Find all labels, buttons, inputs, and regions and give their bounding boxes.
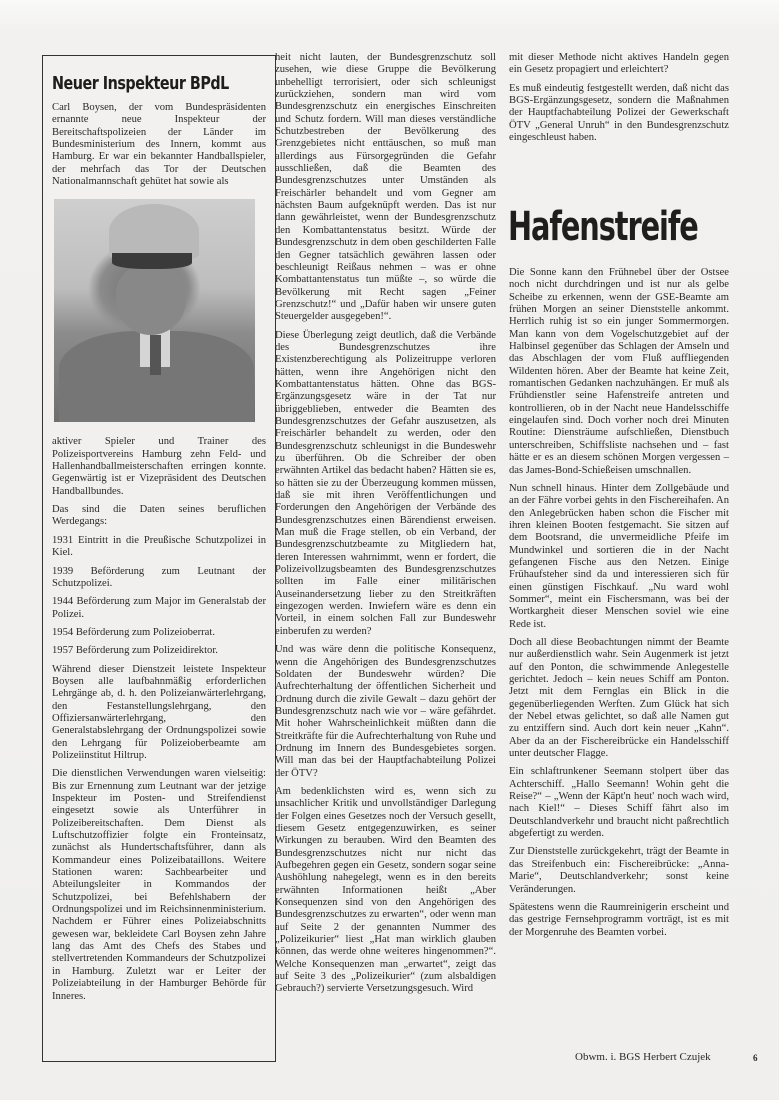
paragraph: Die dienstlichen Verwendungen waren vielseitig: Bis zur Ernennung zum Leutnant war der jetzige Inspekteur im Posten- und Streifendienst eingesetzt sowie als Unterführer in Polizeibereitschaften. Dem Dienst als Luftschutzoffizier folgte ein Fronteinsatz, zunächst als Hundertschaftsführer, dann als Kommandeur eines Polizeibataillons. Weitere Stationen waren: Sachbearbeiter und Abteilungsleiter in Kommandos der Schutzpolizei, bei Befehlshabern der Ordnungspolizei und im Reichsinnenministerium. Nachdem er Führer eines Polizeiabschnitts gewesen war, bekleidete Carl Boysen zehn Jahre lang das Amt des Chefs des Stabes und stellvertretenden Kommandeurs der Schutzpolizei in Hamburg. Zuletzt war er Leiter der Polizeiabteilung in der Hamburger Behörde für Inneres. bbox=[52, 768, 266, 1002]
photo-face bbox=[116, 265, 186, 335]
career-item: 1939 Beförderung zum Leutnant der Schutzpolizei. bbox=[52, 565, 266, 589]
paragraph: Und was wäre denn die politische Konsequenz, wenn die Angehörigen des Bundesgrenzschutzes Soldaten der Bundeswehr würden? Die Aufrechterhaltung der öffentlichen Sicherheit und Ordnung durch die zivile Gewalt – dazu gehört der Bundesgrenzschutz nach wie vor – wäre gefährdet. Mit hoher Wahrscheinlichkeit müßten dann die Streitkräfte für die Aufrechterhaltung von Ruhe und Ordnung im Innern des Bundesgebietes sorgen. Will man das bei der Hauptfachabteilung Polizei der ÖTV? bbox=[275, 644, 496, 779]
middle-column bbox=[275, 52, 496, 1002]
paragraph: heit nicht lauten, der Bundesgrenzschutz soll zusehen, wie diese Gruppe die Bevölkerung unbehelligt terrorisiert, oder sich schleunigst zurückziehen, sondern man wird vom Bundesgrenzschutz ein energisches Einschreiten und Schutz fordern. Will man dieses verständliche Schutzbestreben der Bevölkerung des Grenzgebietes nicht enttäuschen, so muß man allerdings aus Fürsorgegründen die Gefahr ausschließen, daß die Beamten des Bundesgrenzschutzes unter Umständen als Freischärler behandelt und vom Gegner am nächsten Baum aufgeknüpft werden. Das ist nur dann gewährleistet, wenn der Bundesgrenzschutz den Kombattantenstatus besitzt. Würde der Bundesgrenzschutz in dem oben geschilderten Falle den Gegner tatsächlich gewähren lassen oder beschleunigt Reißaus nehmen – was er ohne Kombattantenstatus tun müßte –, so würde die Bevölkerung mit Recht sagen „Feiner Grenzschutz!“ und „Dafür haben wir unsere guten Steuergelder ausgegeben!“. bbox=[275, 52, 496, 323]
paragraph: Ein schlaftrunkener Seemann stolpert über das Achterschiff. „Hallo Seemann! Wohin geht die Reise?“ – „Wenn der Käpt'n heut' noch wach wird, nach Kiel!“ – Dieses Schiff fährt also im Deutschlandverkehr und braucht nicht paßrechtlich abgefertigt zu werden. bbox=[509, 766, 729, 840]
hafenstreife-article-body bbox=[509, 267, 729, 945]
paragraph: Nun schnell hinaus. Hinter dem Zollgebäude und an der Fähre vorbei gehts in den Fischereihafen. An den Anlegebrücken haben schon die Fischer mit ihren kleinen Booten festgemacht. Sie sitzen auf dem Bootsrand, die unvermeidliche Pfeife im Mundwinkel und sortieren die in der Nacht gefangenen Fische aus den Netzen. Einige Frühaufsteher sind da und interessieren sich für einen günstigen Fischkauf. „Nu ward wohl Sommer“, meint ein Fischersmann, was bei der Wortkargheit dieser Menschen soviel wie eine Rede ist. bbox=[509, 482, 729, 630]
portrait-photo bbox=[54, 199, 255, 422]
page-number: 6 bbox=[753, 1053, 758, 1063]
sidebar-article-intro: Carl Boysen, der vom Bundespräsidenten ernannte neue Inspekteur der Bereitschaftspolizeien der Länder im Bundesministerium des Innern, kommt aus Hamburg. Er war ein bekannter Handballspieler, der mehrfach das Tor der Deutschen Nationalmannschaft gehütet hat sowie als bbox=[52, 102, 266, 188]
paragraph: Die Sonne kann den Frühnebel über der Ostsee noch nicht durchdringen und ist nur als gelbe Scheibe zu erkennen, wenn der GSE-Beamte am frühen Morgen an seiner Dienststelle ankommt. Herrlich ruhig ist so ein junger Sommermorgen. Man kann von dem Vogelschutzgebiet auf der Halbinsel gegenüber das Schlagen der Amseln und das Abschlagen der vom Fluß auffliegenden Wildenten hören. Aber der Beamte hat keine Zeit, romantischen Gedanken nachzuhängen. Er muß als Frühdienstler seine Hafenstreife antreten und kontrollieren, ob in der Nacht neue Handelsschiffe eingelaufen sind. Doch vorher noch drei Minuten Routine: Diensträume aufschließen, Dienstbuch unterschreiben, Schiffsliste nachsehen und – fast hätte er es an diesem schönen Morgen vergessen – das James-Bond-Schießeisen umschnallen. bbox=[509, 267, 729, 476]
paragraph: aktiver Spieler und Trainer des Polizeisportvereins Hamburg zehn Feld- und Hallenhandballmeisterschaften erringen konnte. Gegenwärtig ist er Vizepräsident des Deutschen Handballbundes. bbox=[52, 436, 266, 497]
paragraph: Spätestens wenn die Raumreinigerin erscheint und das gestrige Fernsehprogramm vorträgt, ist es mit der Morgenruhe des Beamten vorbei. bbox=[509, 901, 729, 938]
paragraph: Am bedenklichsten wird es, wenn sich zu unsachlicher Kritik und unvollständiger Darlegung der Folgen eines Gesetzes noch der Versuch gesellt, diesem Gesetz entgegenzuwirken, es seiner Wirkungen zu berauben. Wird den Beamten des Bundesgrenzschutzes nicht nur nicht das Aufbegehren gegen ein Gesetz, sondern sogar seine Aushöhlung nahegelegt, wenn es in den bereits erwähnten Informationen heißt „Aber Konsequenzen sind von den Angehörigen des Bundesgrenzschutzes zu erwarten“, oder wenn man auf Seite 2 der genannten Nummer des „Polizeikurier“ liest „Hat man wirklich glauben können, das werde ohne weiteres hingenommen?“. Welche Konsequenzen man „erwartet“, zeigt das auf Seite 3 des „Polizeikurier“ (zum alsbaldigen Gebrauch?) servierte Versetzungsgesuch. Wird bbox=[275, 785, 496, 995]
sidebar-article-body bbox=[52, 436, 266, 1002]
hafenstreife-title: Hafenstreife bbox=[508, 204, 698, 250]
right-column-top bbox=[509, 52, 729, 150]
photo-tie bbox=[150, 335, 161, 375]
author-byline: Obwm. i. BGS Herbert Czujek bbox=[575, 1051, 711, 1063]
paragraph: Das sind die Daten seines beruflichen Werdegangs: bbox=[52, 504, 266, 528]
career-item: 1954 Beförderung zum Polizeioberrat. bbox=[52, 626, 215, 638]
career-item: 1944 Beförderung zum Major im Generalstab der Polizei. bbox=[52, 596, 266, 620]
photo-cap bbox=[109, 204, 199, 259]
career-item: 1931 Eintritt in die Preußische Schutzpolizei in Kiel. bbox=[52, 534, 266, 559]
photo-cap-brim bbox=[112, 253, 192, 269]
career-item: 1957 Beförderung zum Polizeidirektor. bbox=[52, 645, 218, 657]
paragraph: mit dieser Methode nicht aktives Handeln gegen ein Gesetz propagiert und erleichtert? bbox=[509, 52, 729, 76]
sidebar-article-title: Neuer Inspekteur BPdL bbox=[52, 74, 229, 94]
sidebar-article-box bbox=[42, 55, 276, 1062]
paragraph: Doch all diese Beobachtungen nimmt der Beamte nur außerdienstlich wahr. Sein Augenmerk ist jetzt auf den Ponton, die schwimmende Anlegestelle gerichtet. Jedoch – kein neues Schiff am Ponton. Jetzt mit dem Fernglas ein Blick in die gegenüberliegenden Werften. Zum Glück hat sich der Nebel etwas gelichtet, so daß alle Namen gut zu entziffern sind. Auch dort kein neuer „Kahn“. Aber da an der Fischereibrücke ein Handelsschiff unter deutscher Flagge. bbox=[509, 636, 729, 760]
paragraph: Es muß eindeutig festgestellt werden, daß nicht das BGS-Ergänzungsgesetz, sondern die Maßnahmen der Hauptfachabteilung Polizei der Gewerkschaft ÖTV „General Unruh“ in den Bundesgrenzschutz eingeschleust haben. bbox=[509, 82, 729, 144]
paragraph: Während dieser Dienstzeit leistete Inspekteur Boysen alle laufbahnmäßig erforderlichen Lehrgänge ab, d. h. den Polizeianwärterlehrgang, den Festanstellungslehrgang, den Offiziersanwärterlehrgang, den Generalstabslehrgang der Ordnungspolizei sowie den Lehrgang für Polizeioberbeamte am Polizeiinstitut Hiltrup. bbox=[52, 663, 266, 761]
paragraph: Zur Dienststelle zurückgekehrt, trägt der Beamte in das Streifenbuch ein: Fischereibrücke: „Anna-Marie“, Deutschlandverkehr; sonst keine Veränderungen. bbox=[509, 846, 729, 895]
paragraph: Diese Überlegung zeigt deutlich, daß die Verbände des Bundesgrenzschutzes ihre Existenzberechtigung als Polizeitruppe verloren hätten, wenn ihre Angehörigen nicht den Kombattantenstatus hätten. Ohne das BGS-Ergänzungsgesetz wäre in der Tat nur übriggeblieben, entweder die Beamten des Bundesgrenzschutzes der Gefahr auszusetzen, als Freischärler behandelt zu werden, oder den Bundesgrenzschutz schleunigst in die Bundeswehr zu überführen. Ob die Schreiber der oben erwähnten Artikel das bedacht haben? Hätten sie es, so hätten sie zu der Überzeugung kommen müssen, daß sie mit ihren Veröffentlichungen und Forderungen den Angehörigen der Verbände des Bundesgrenzschutzes einen Bärendienst erweisen. Man muß die Frage stellen, ob ein Verband, der Bundesgrenzschutzbeamte zu Mitgliedern hat, deren Interessen wahrnimmt, wenn er fordert, die Polizeivollzugsbeamten des Bundesgrenzschutzes sollten im Falle einer militärischen Auseinandersetzung lieber zu den Streitkräften eingezogen werden. Inwiefern wäre es denn ein Vorteil, in einem solchen Fall zur Bundeswehr einberufen zu werden? bbox=[275, 329, 496, 637]
